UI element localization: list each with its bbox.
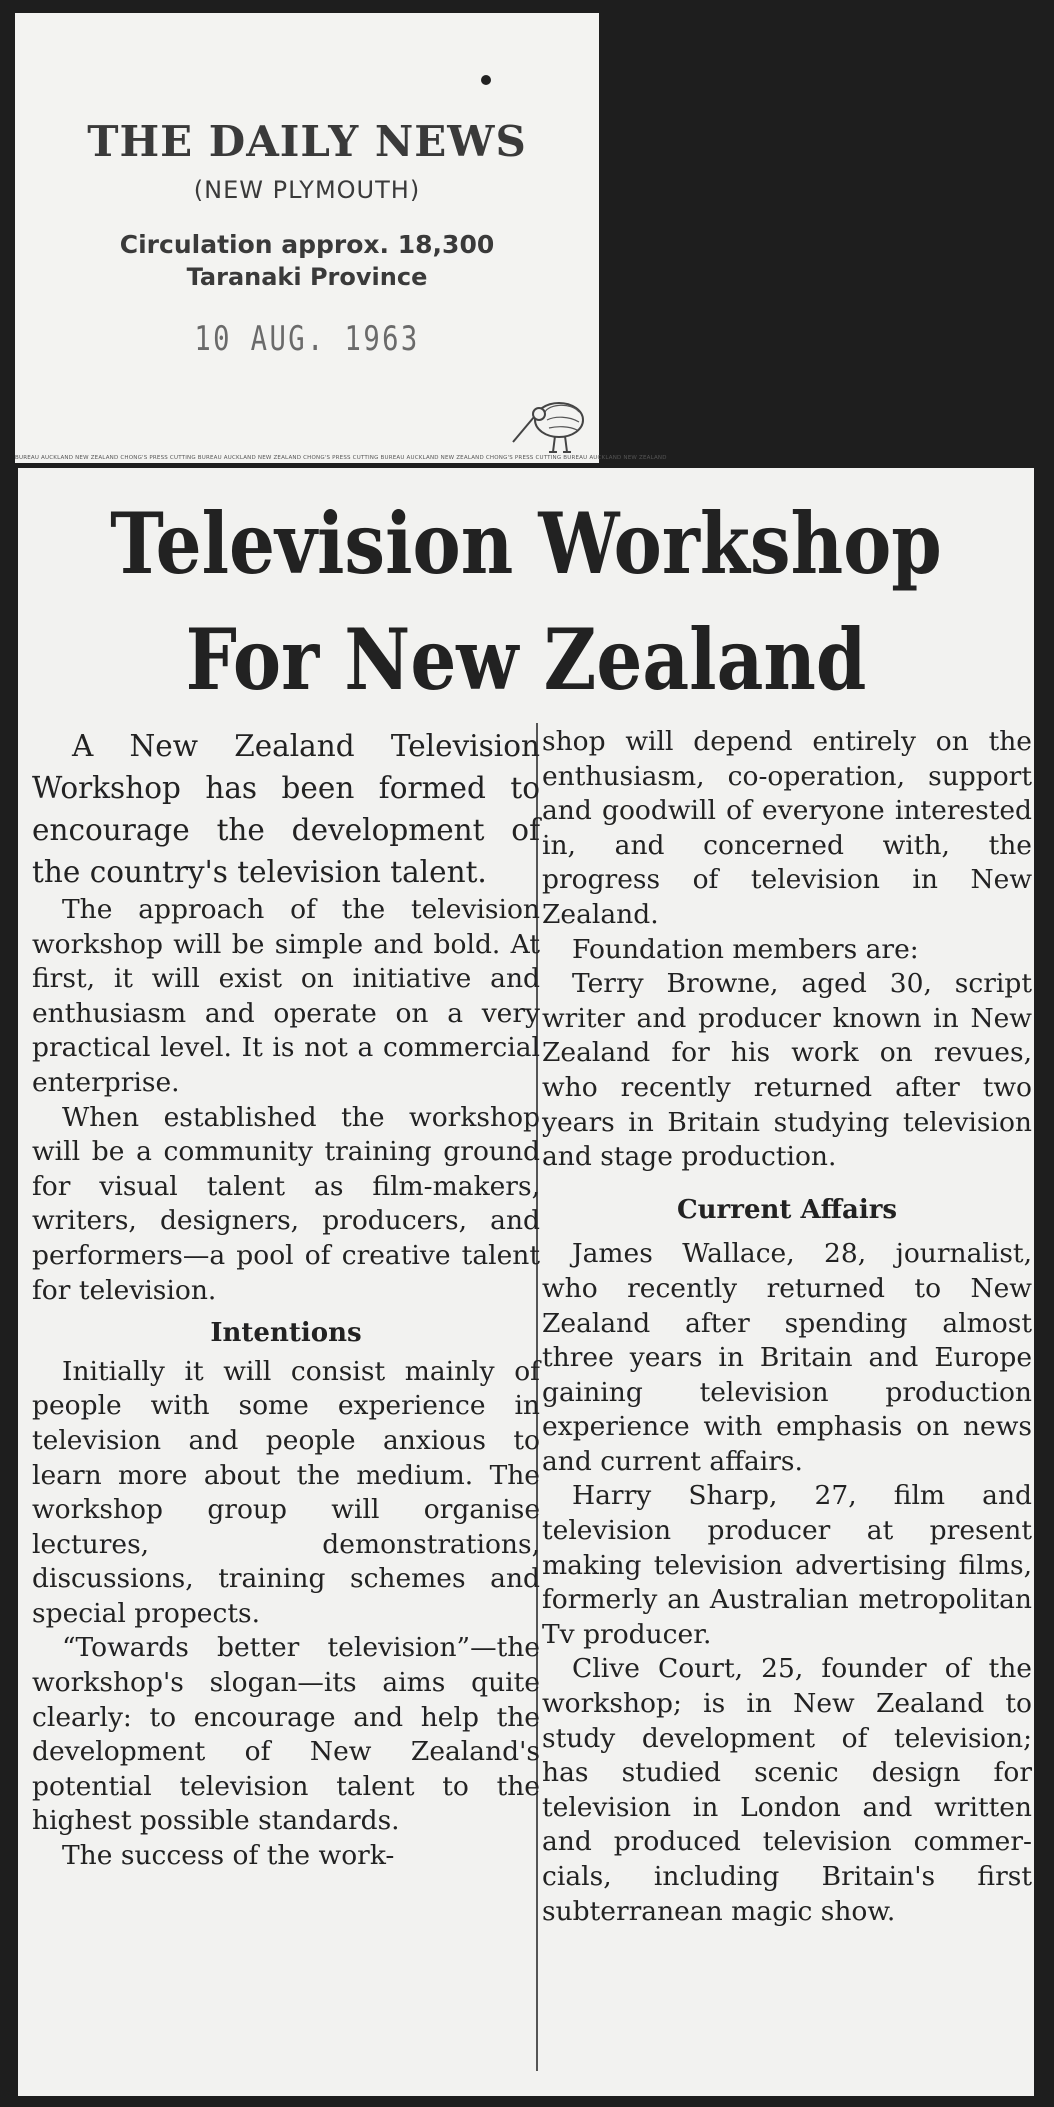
body-paragraph: Terry Browne, aged 30, script writer and producer known in New Zealand for his work on revues, who recently returned after two years in Britain studying television and stage production. — [542, 968, 1032, 1173]
headline — [89, 486, 963, 718]
headline-line-2: For New Zealand — [185, 610, 867, 709]
body-paragraph: The approach of the television workshop will be simple and bold. At first, it will exist on initiative and enthusiasm and operate on a very practical level. It is not a commercial enterprise. — [32, 894, 540, 1098]
subheading-intentions: Intentions — [210, 1318, 362, 1349]
body-paragraph: “Towards better television”—the workshop's slogan—its aims quite clearly: to encourage and help the development of New Zealand's potential television talent to the highest possible standards. — [32, 1632, 540, 1837]
body-paragraph: James Wallace, 28, journalist, who recently returned to New Zealand after spending almost three years in Britain and Europe gaining television production experience with emphasis on news and current affairs. — [542, 1238, 1032, 1477]
right-column — [542, 725, 1032, 1929]
date-stamp: 10 AUG. 1963 — [194, 319, 420, 359]
clipping-bureau-strip: BUREAU AUCKLAND NEW ZEALAND CHONG'S PRESS CUTTING BUREAU AUCKLAND NEW ZEALAND CHONG'S PRESS CUTTING BUREAU AUCKLAND NEW ZEALAND CHONG'S PRESS CUTTING BUREAU AUCKLAND NEW ZEALAND — [15, 455, 667, 461]
left-column — [32, 725, 540, 1874]
article-clipping — [18, 468, 1034, 2096]
province-text: Taranaki Province — [186, 263, 428, 291]
circulation-text: Circulation approx. 18,300 — [119, 230, 495, 259]
body-paragraph: The success of the work- — [62, 1840, 395, 1872]
newspaper-name: THE DAILY NEWS — [87, 117, 527, 166]
kiwi-icon — [509, 390, 593, 458]
subheading-current-affairs: Current Affairs — [676, 1194, 898, 1225]
body-paragraph: shop will depend entirely on the enthusiasm, co-operation, support and goodwill of everyone interested in, and concerned with, the progress of television in New Zealand. — [542, 726, 1032, 930]
newspaper-city: (NEW PLYMOUTH) — [193, 176, 421, 204]
ink-spot — [481, 75, 491, 85]
lead-paragraph: A New Zealand Television Workshop has been formed to encourage the development of the country's television talent. — [32, 729, 540, 889]
masthead-clipping — [15, 13, 667, 463]
body-paragraph: Foundation members are: — [572, 933, 919, 965]
body-paragraph: Initially it will consist mainly of people with some experience in television and people anxious to learn more about the medium. The workshop group will organise lectures, demonstrations, discussions, training schemes and special propects. — [32, 1355, 540, 1629]
headline-line-1: Television Workshop — [110, 494, 942, 593]
body-paragraph: Clive Court, 25, founder of the workshop; is in New Zealand to study development of television; has studied scenic design for television in London and written and produced television commercials, including Britain's first subterranean magic show. — [542, 1653, 1032, 1927]
body-paragraph: When established the workshop will be a community training ground for visual talent as film-makers, writers, designers, producers, and performers—a pool of creative talent for television. — [32, 1101, 540, 1306]
body-paragraph: Harry Sharp, 27, film and television producer at present making television advertising films, formerly an Australian metropolitan Tv producer. — [542, 1480, 1032, 1650]
